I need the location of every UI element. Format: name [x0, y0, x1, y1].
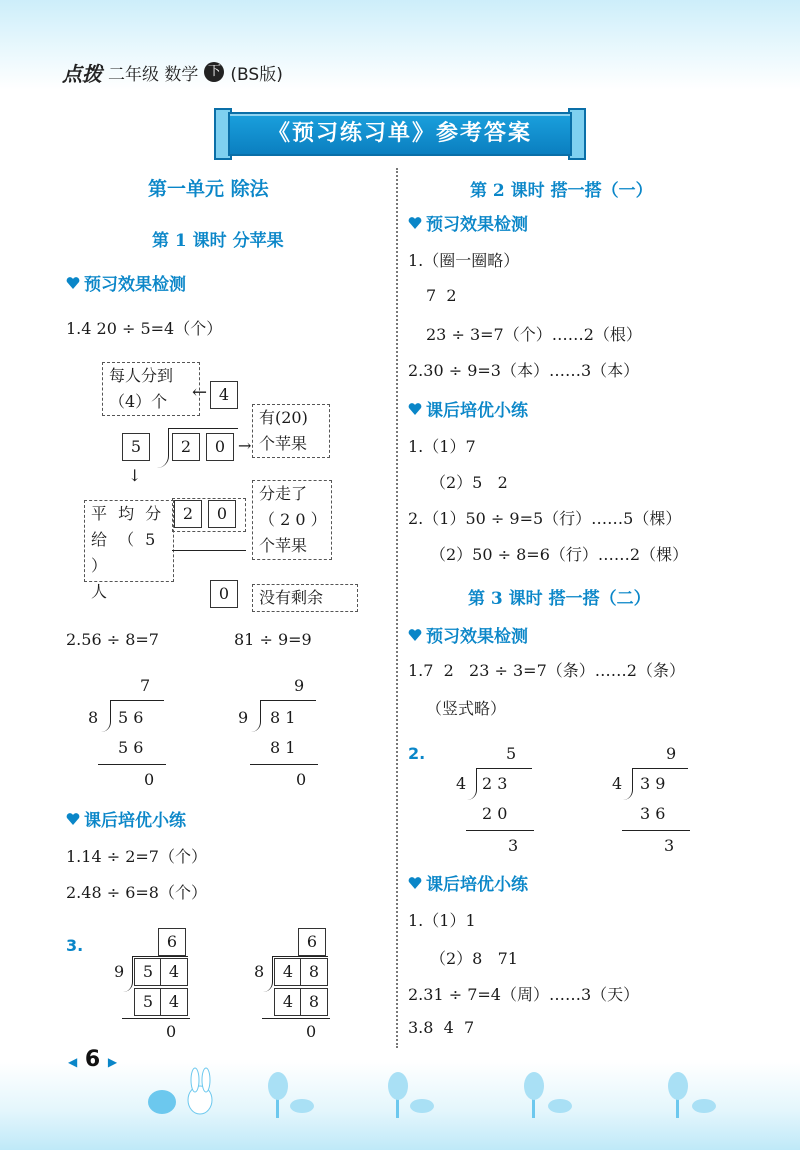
answer-line: （2）5 2 — [430, 473, 508, 492]
volume-mark: 下 — [204, 62, 224, 82]
division-bracket — [622, 768, 633, 800]
answer-line: 1.（圈一圈略） — [408, 251, 520, 270]
div-remainder: 0 — [296, 770, 307, 789]
answer-line: 2.56 ÷ 8=7 — [66, 630, 159, 649]
diagram-text: 每人分到 — [109, 366, 174, 385]
div-divisor: 8 — [254, 962, 265, 981]
answer-line: 1.7 2 23 ÷ 3=7（条）……2（条） — [408, 661, 685, 680]
arrow-right-icon: → — [238, 436, 252, 455]
div-divisor: 8 — [88, 708, 99, 727]
dividend-box: 4 — [274, 958, 302, 986]
quotient-box: 6 — [158, 928, 186, 956]
section-heading — [408, 210, 528, 235]
div-dividend: 2 3 — [482, 774, 508, 793]
subtraction-line — [622, 830, 690, 831]
div-product: 2 0 — [482, 804, 508, 823]
division-bar — [110, 700, 164, 701]
subtraction-line — [262, 1018, 330, 1019]
answer-line: 1.14 ÷ 2=7（个） — [66, 847, 207, 866]
division-bar — [132, 956, 188, 957]
section-label: 课后培优小练 — [426, 401, 528, 421]
answer-line: 1.4 20 ÷ 5=4（个） — [66, 319, 223, 338]
div-remainder: 3 — [508, 836, 519, 855]
answer-line: 2.30 ÷ 9=3（本）……3（本） — [408, 361, 640, 380]
triangle-right-icon: ▶ — [107, 1055, 118, 1069]
diagram-text: 分走了 — [259, 484, 308, 503]
div-remainder: 3 — [664, 836, 675, 855]
diagram-none-left: 没有剩余 — [252, 584, 358, 612]
div-quotient: 9 — [294, 676, 305, 695]
subtraction-line — [466, 830, 534, 831]
division-bracket — [100, 700, 111, 732]
section-heading — [408, 622, 528, 647]
div-divisor: 4 — [456, 774, 467, 793]
div-product: 5 6 — [118, 738, 144, 757]
subtraction-line — [98, 764, 166, 765]
div-divisor: 9 — [114, 962, 125, 981]
diagram-text: 给 （ 5 ） — [91, 530, 159, 575]
answer-line: 2.48 ÷ 6=8（个） — [66, 883, 207, 902]
lesson-title: 第 2 课时 搭一搭（一） — [470, 181, 653, 201]
subtraction-line — [122, 1018, 190, 1019]
heart-icon — [408, 628, 422, 642]
quotient-box: 4 — [210, 381, 238, 409]
div-product: 8 1 — [270, 738, 296, 757]
answer-line: 1.（1）1 — [408, 911, 476, 930]
lesson-title: 第 3 课时 搭一搭（二） — [468, 589, 651, 609]
answer-line: 7 2 — [426, 286, 457, 305]
section-heading — [408, 396, 528, 421]
div-quotient: 9 — [666, 744, 677, 763]
diagram-share — [84, 500, 174, 601]
product-box: 0 — [208, 500, 236, 528]
brand-logo: 点拨 — [62, 61, 102, 86]
footer-decoration — [140, 1066, 760, 1122]
subtraction-line — [172, 550, 246, 551]
diagram-taken — [252, 480, 332, 560]
div-remainder: 0 — [306, 1022, 317, 1041]
product-box: 4 — [160, 988, 188, 1016]
section-heading — [66, 270, 186, 295]
diagram-text: （4）个 — [109, 392, 168, 411]
unit-title: 第一单元 除法 — [148, 178, 269, 200]
div-product: 3 6 — [640, 804, 666, 823]
div-quotient: 7 — [140, 676, 151, 695]
answer-line: 23 ÷ 3=7（个）……2（根） — [426, 325, 642, 344]
product-box: 2 — [174, 500, 202, 528]
product-box: 8 — [300, 988, 328, 1016]
section-label: 课后培优小练 — [426, 875, 528, 895]
div-dividend: 5 6 — [118, 708, 144, 727]
lesson-title: 第 1 课时 分苹果 — [152, 231, 284, 251]
triangle-left-icon: ◀ — [68, 1055, 78, 1069]
heart-icon — [408, 216, 422, 230]
tree-icon — [388, 1072, 434, 1118]
answer-title-banner — [228, 112, 572, 156]
column-separator — [396, 168, 398, 1048]
div-remainder: 0 — [166, 1022, 177, 1041]
div-divisor: 4 — [612, 774, 623, 793]
diagram-text: 有(20) — [259, 408, 308, 427]
dividend-box: 0 — [206, 433, 234, 461]
heart-icon — [66, 812, 80, 826]
tree-icon — [268, 1072, 314, 1118]
division-bracket — [262, 956, 273, 992]
division-bracket — [156, 428, 169, 468]
answer-line: 81 ÷ 9=9 — [234, 630, 312, 649]
division-bar — [260, 700, 316, 701]
answer-line: （2）50 ÷ 8=6（行）……2（棵） — [430, 545, 689, 564]
page-number — [68, 1047, 117, 1072]
book-title: 二年级 数学 — [108, 64, 199, 85]
diagram-text: 个苹果 — [259, 434, 308, 453]
section-label: 课后培优小练 — [84, 811, 186, 831]
dividend-box: 8 — [300, 958, 328, 986]
section-heading — [66, 806, 186, 831]
quotient-box: 6 — [298, 928, 326, 956]
product-box: 4 — [274, 988, 302, 1016]
dividend-box: 5 — [134, 958, 162, 986]
div-dividend: 3 9 — [640, 774, 666, 793]
section-label: 预习效果检测 — [84, 275, 186, 295]
section-heading — [408, 870, 528, 895]
division-bracket — [466, 768, 477, 800]
divisor-box: 5 — [122, 433, 150, 461]
answer-line: 1.（1）7 — [408, 437, 476, 456]
arrow-left-icon: ← — [192, 382, 208, 403]
arrow-down-icon: ↓ — [128, 466, 142, 485]
section-label: 预习效果检测 — [426, 627, 528, 647]
answer-title: 《预习练习单》参考答案 — [267, 121, 532, 146]
remainder-box: 0 — [210, 580, 238, 608]
heart-icon — [408, 402, 422, 416]
heart-icon — [408, 876, 422, 890]
division-bracket — [250, 700, 261, 732]
answer-line: （2）8 71 — [430, 949, 518, 968]
diagram-has — [252, 404, 330, 458]
div-dividend: 8 1 — [270, 708, 296, 727]
diagram-text: 平 均 分 — [91, 504, 165, 523]
answer-line: 2.31 ÷ 7=4（周）……3（天） — [408, 985, 640, 1004]
answer-line: 2. — [408, 744, 426, 763]
division-bar — [168, 428, 238, 429]
division-bracket — [122, 956, 133, 992]
heart-icon — [66, 276, 80, 290]
division-bar — [272, 956, 328, 957]
dividend-box: 2 — [172, 433, 200, 461]
div-divisor: 9 — [238, 708, 249, 727]
page-number-value: 6 — [84, 1047, 101, 1072]
tree-icon — [524, 1072, 572, 1118]
division-bar — [632, 768, 688, 769]
section-label: 预习效果检测 — [426, 215, 528, 235]
subtraction-line — [250, 764, 318, 765]
answer-line: 3.8 4 7 — [408, 1018, 475, 1037]
diagram-each-gets — [102, 362, 200, 416]
diagram-text: 人 — [91, 582, 111, 601]
diagram-text: 个苹果 — [259, 536, 308, 555]
bunny-icon — [148, 1068, 212, 1114]
answer-line: （竖式略） — [426, 699, 507, 718]
dividend-box: 4 — [160, 958, 188, 986]
tree-icon — [668, 1072, 716, 1118]
answer-line: 2.（1）50 ÷ 9=5（行）……5（棵） — [408, 509, 682, 528]
book-header — [62, 58, 283, 86]
answer-line: 3. — [66, 936, 84, 955]
division-bar — [476, 768, 532, 769]
edition-label: (BS版) — [230, 64, 283, 85]
div-quotient: 5 — [506, 744, 517, 763]
div-remainder: 0 — [144, 770, 155, 789]
diagram-text: （ 2 0 ） — [259, 510, 327, 529]
product-box: 5 — [134, 988, 162, 1016]
